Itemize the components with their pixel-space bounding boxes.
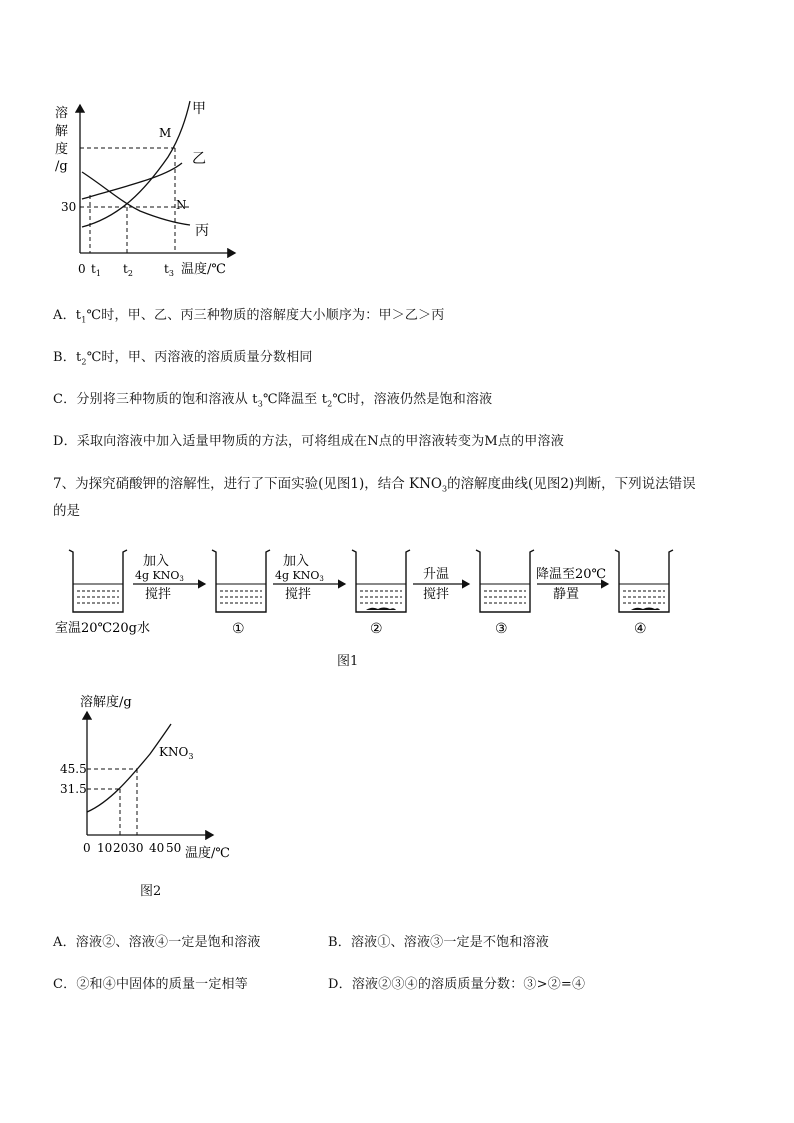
label-jia: 甲: [192, 101, 206, 117]
q7-stem-line2: 的是: [53, 503, 80, 519]
y-label-4: /g: [55, 159, 68, 174]
label-M: M: [159, 126, 172, 140]
y-label-2: 解: [55, 124, 69, 139]
figure2-caption: 图2: [140, 884, 162, 899]
beaker-4: [615, 550, 673, 612]
arrow4-top: 降温至20℃: [536, 567, 607, 582]
y-label-3: 度: [55, 142, 69, 157]
kno3-curve: [87, 724, 171, 812]
figure1-experiment: [55, 540, 695, 650]
figure2-kno3-curve: [55, 690, 255, 870]
fig2-y-45: 45.5: [60, 762, 87, 776]
arrow1-top: 加入: [143, 554, 170, 569]
beaker1-label: ①: [232, 621, 245, 637]
arrow1-mid: 4g KNO3: [135, 569, 184, 583]
beaker-3: [476, 550, 534, 612]
beaker4-label: ④: [634, 621, 647, 637]
fig2-tick-0: 0: [83, 841, 91, 855]
y-value-30: 30: [61, 200, 77, 214]
fig2-y-31: 31.5: [60, 782, 87, 796]
fig2-tick-50: 50: [166, 841, 182, 855]
q7-option-a: A．溶液②、溶液④一定是饱和溶液: [53, 935, 261, 950]
curve-jia: [82, 101, 190, 227]
fig2-x-label: 温度/℃: [185, 846, 230, 861]
tick-t2: $t_2$: [123, 262, 133, 278]
q7-option-c: C．②和④中固体的质量一定相等: [53, 977, 248, 992]
q7-option-d: D．溶液②③④的溶质质量分数：③>②=④: [328, 977, 586, 992]
curve-bing: [82, 172, 190, 225]
arrow4-bottom: 静置: [553, 587, 580, 602]
beaker-1: [212, 550, 270, 612]
beaker-2: [352, 550, 410, 612]
label-yi: 乙: [192, 151, 206, 167]
fig2-tick-2030: 2030: [113, 841, 144, 855]
label-bing: 丙: [195, 223, 209, 239]
beaker2-label: ②: [370, 621, 383, 637]
label-N: N: [176, 198, 187, 212]
y-label-1: 溶: [55, 106, 69, 121]
arrow3-top: 升温: [423, 567, 450, 582]
arrow2-bottom: 搅拌: [285, 587, 312, 602]
arrow2-mid: 4g KNO3: [275, 569, 324, 583]
x-axis-label: 温度/℃: [181, 262, 226, 277]
solubility-curve-figure: [50, 95, 250, 285]
beaker3-label: ③: [495, 621, 508, 637]
tick-t3: $t_3$: [164, 262, 174, 278]
arrow2-top: 加入: [283, 554, 310, 569]
beaker-room-temp: [69, 550, 127, 612]
figure1-caption: 图1: [337, 654, 359, 669]
q6-option-a: A．$t_1℃$时，甲、乙、丙三种物质的溶解度大小顺序为：甲＞乙＞丙: [53, 308, 445, 325]
q6-option-c: C．分别将三种物质的饱和溶液从 $t_3℃$降温至 $t_2℃$时，溶液仍然是饱和溶液: [53, 392, 493, 409]
q6-option-b: B．$t_2℃$时，甲、丙溶液的溶质质量分数相同: [53, 350, 313, 367]
q7-stem-line1: 7、为探究硝酸钾的溶解性，进行了下面实验(见图1)，结合 $KNO_3$的溶解度曲线(见图2)判断，下列说法错误: [53, 476, 696, 494]
fig2-y-label: 溶解度/g: [80, 695, 132, 710]
fig2-curve-label: $KNO_3$: [159, 745, 194, 761]
origin-label: 0: [78, 262, 86, 276]
q6-option-d: D．采取向溶液中加入适量甲物质的方法，可将组成在N点的甲溶液转变为M点的甲溶液: [53, 434, 564, 449]
curve-yi: [82, 163, 182, 199]
q7-option-b: B．溶液①、溶液③一定是不饱和溶液: [328, 935, 549, 950]
fig2-tick-10: 10: [97, 841, 113, 855]
beaker0-label: 室温20℃20g水: [55, 621, 150, 636]
tick-t1: $t_1$: [91, 262, 101, 278]
arrow1-bottom: 搅拌: [145, 587, 172, 602]
fig2-tick-40: 40: [149, 841, 165, 855]
arrow3-bottom: 搅拌: [423, 587, 450, 602]
